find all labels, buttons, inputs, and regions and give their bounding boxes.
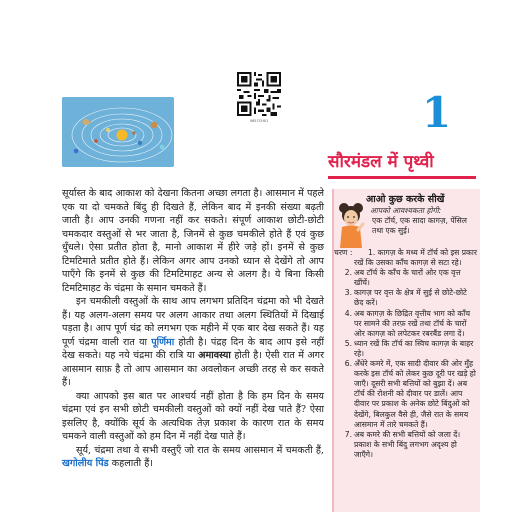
step-number: 4.	[344, 308, 352, 318]
step-number: 2.	[344, 268, 352, 278]
activity-materials: एक टॉर्च, एक सादा कागज़, पेंसिल तथा एक सुई।	[372, 216, 467, 235]
list-item	[336, 359, 478, 430]
list-item	[336, 248, 478, 268]
term-celestial-bodies: खगोलीय पिंड	[62, 458, 109, 469]
term-purnima: पूर्णिमा	[151, 336, 175, 348]
chapter-title: सौरमंडल में पृथ्वी	[328, 152, 434, 172]
step-text: अब कागज़ के छिद्रित वृत्तीय भाग को काँच पर सामने की तरफ़ रखें तथा टॉर्च के चारों ओर कागज़ को लपेटकर रबरबैंड लगा दें।	[354, 308, 471, 338]
steps-label: चरण :	[334, 248, 353, 257]
qr-code-id: 0657CH01	[249, 119, 269, 123]
girl-illustration	[332, 196, 370, 256]
list-item	[336, 309, 478, 339]
step-number: 1.	[368, 248, 376, 257]
solar-system-illustration	[62, 97, 174, 167]
step-text: कागज़ पर वृत्त के क्षेत्र में सुई से छोटे-छोटे छेद करें।	[354, 288, 467, 308]
chapter-number: 1	[422, 88, 452, 137]
main-text	[62, 187, 324, 471]
step-text: अब टॉर्च के काँच के चारों ओर एक वृत्त खींचें।	[354, 268, 461, 288]
paragraph: इन चमकीली वस्तुओं के साथ आप लगभग प्रतिदिन चंद्रमा को भी देखते हैं। यह अलग-अलग समय पर अलग आकार तथा अलग स्थितियों में दिखाई पड़ता है। आप पूर्ण चंद्र को लगभग एक महीने में एक बार देख सकते हैं। यह पूर्ण चंद्रमा वाली रात या पूर्णिमा होती है। पंद्रह दिन के बाद आप इसे नहीं देख सकते। यह नये चंद्रमा की रात्रि या अमावस्या होती है। ऐसी रात में अगर आसमान साफ़ है तो आप आसमान का अवलोकन अच्छी तरह से कर सकते हैं।	[62, 296, 325, 388]
activity-steps	[336, 248, 478, 460]
paragraph: क्या आपको इस बात पर आश्चर्य नहीं होता है कि हम दिन के समय चंद्रमा एवं इन सभी छोटी चमकीली वस्तुओं को क्यों नहीं देख पाते हैं? ऐसा इसलिए है, क्योंकि सूर्य के अत्यधिक तेज़ प्रकाश के कारण रात के समय चमकने वाली वस्तुओं को हम दिन में नहीं देख पाते हैं।	[62, 390, 324, 442]
list-item	[336, 268, 478, 288]
activity-title: आओ कुछ करके सीखें	[366, 194, 445, 205]
step-text: अब कमरे की सभी बत्तियों को जला दें। प्रकाश के सभी बिंदु लगभग अदृश्य हो जाएँगे।	[354, 429, 461, 459]
step-number: 5.	[344, 338, 352, 348]
step-text: अँधेरे कमरे में, एक सादी दीवार की ओर मुँह करके इस टॉर्च को लेकर कुछ दूरी पर खड़े हो जाएँ। दूसरी सभी बत्तियों को बुझा दें। अब टॉर्च की रोशनी को दीवार पर डालें। आप दीवार पर प्रकाश के अनेक छोटे बिंदुओं को देखेंगे, बिलकुल वैसे ही, जैसे रात के समय आसमान में तारे चमकते हैं।	[354, 359, 476, 429]
step-number: 3.	[344, 288, 352, 298]
activity-need-label: आपको आवश्यकता होगी:	[370, 206, 442, 215]
sun-icon	[117, 130, 128, 141]
list-item	[336, 339, 478, 359]
step-number: 6.	[344, 359, 352, 369]
step-text: ध्यान रखें कि टॉर्च का स्विच कागज़ के बाहर रहे।	[354, 338, 474, 358]
term-amavasya: अमावस्या	[198, 350, 231, 361]
step-text: कागज़ के मध्य में टॉर्च को इस प्रकार रखें कि उसका काँच कागज़ से सटा रहे।	[354, 248, 477, 268]
list-item	[336, 288, 478, 308]
qr-code	[237, 72, 281, 116]
step-number: 7.	[344, 429, 352, 439]
paragraph: सूर्य, चंद्रमा तथा वे सभी वस्तुएँ जो रात के समय आसमान में चमकती हैं, खगोलीय पिंड कहलाती हैं।	[62, 444, 324, 469]
paragraph: सूर्यास्त के बाद आकाश को देखना कितना अच्छा लगता है। आसमान में पहले एक या दो चमकते बिंदु ही दिखते हैं, लेकिन बाद में इनकी संख्या बढ़ती जाती है। आप उनकी गणना नहीं कर सकते। संपूर्ण आकाश छोटी-छोटी चमकदार वस्तुओं से भर जाता है, जिनमें से कुछ चमकीले होते हैं एवं कुछ धुँधले। ऐसा प्रतीत होता है, मानो आकाश में हीरे जड़े हों। इनमें से कुछ टिमटिमाते प्रतीत होते हैं। लेकिन अगर आप उनको ध्यान से देखेंगे तो आप पाएँगे कि इनमें से कुछ की टिमटिमाहट अन्य से अलग है। ये बिना किसी टिमटिमाहट के चंद्रमा के समान चमकते हैं।	[62, 188, 324, 294]
chapter-title-underline	[328, 176, 476, 179]
list-item	[336, 430, 478, 460]
